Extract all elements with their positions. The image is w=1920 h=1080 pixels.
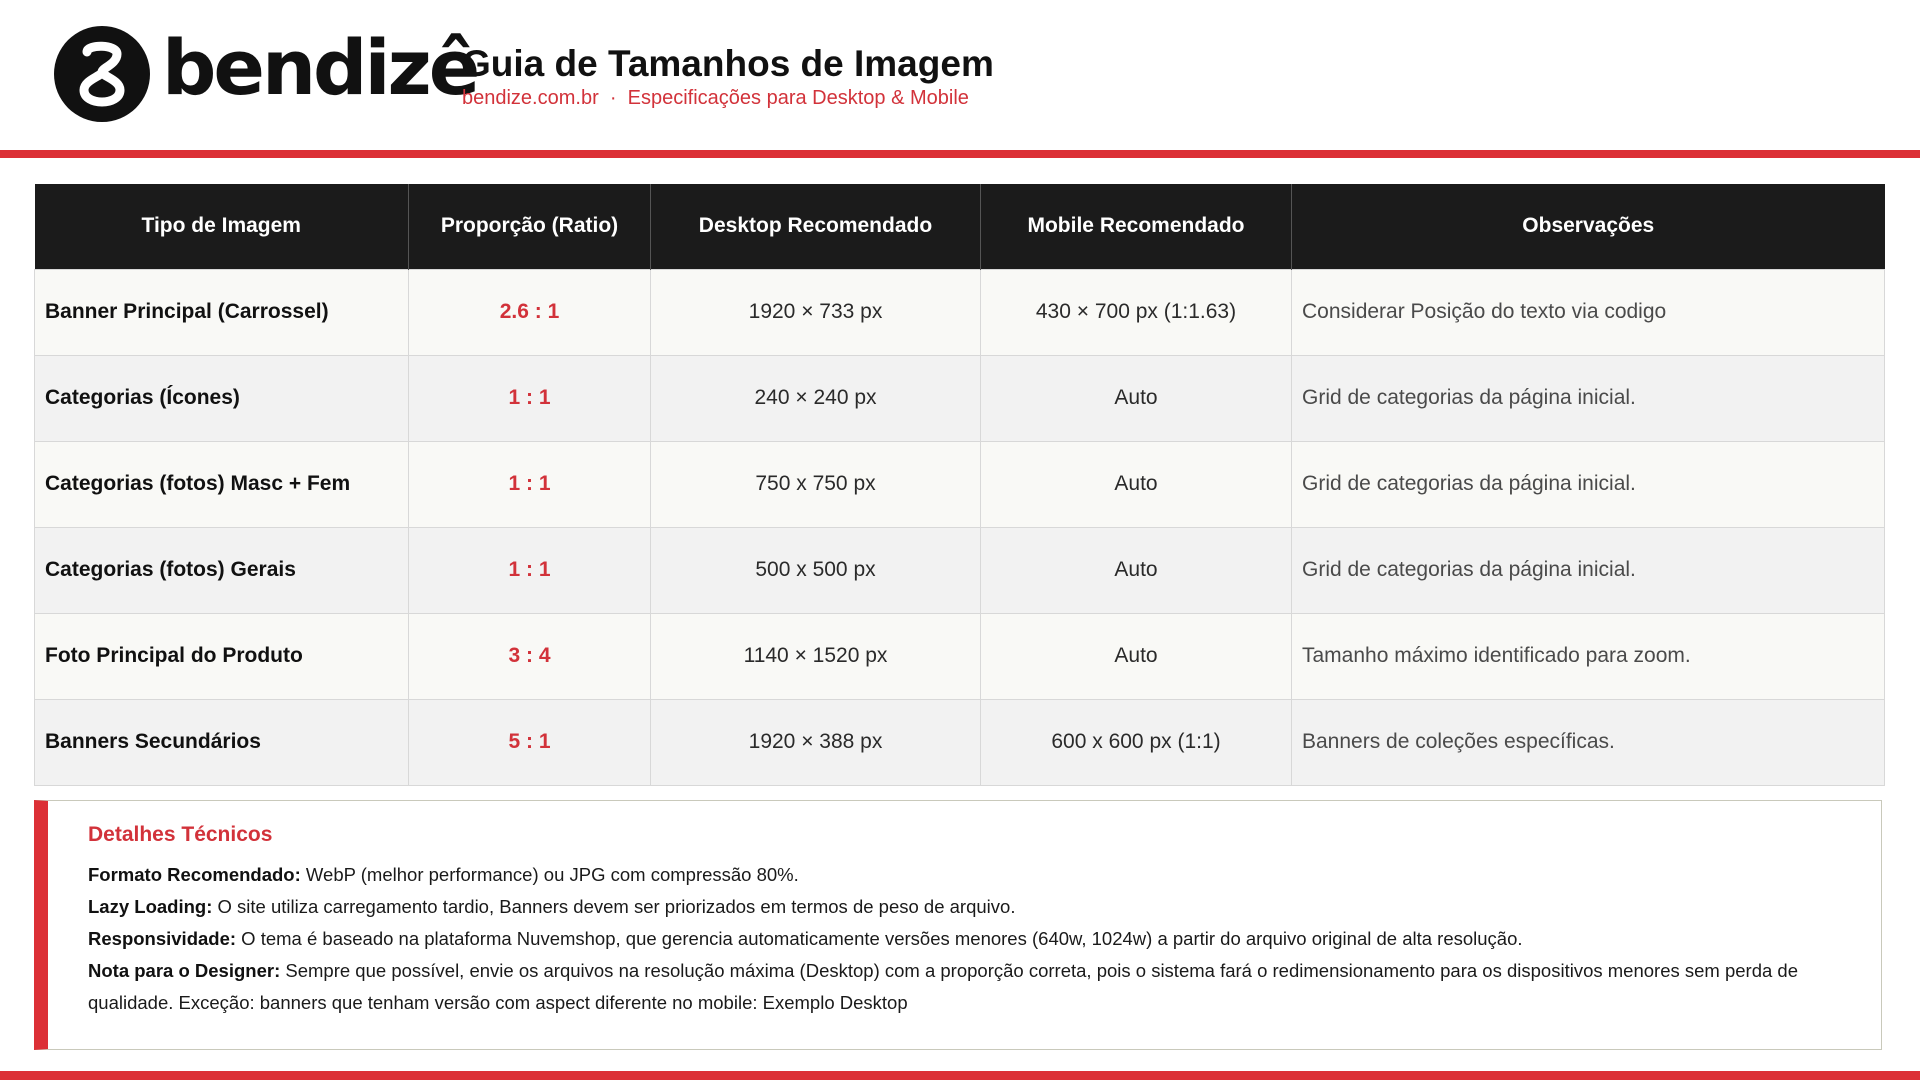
- image-type-cell: Categorias (fotos) Masc + Fem: [35, 441, 409, 527]
- desktop-size-cell: 1920 × 733 px: [651, 269, 981, 355]
- image-type-cell: Categorias (fotos) Gerais: [35, 527, 409, 613]
- notes-cell: Tamanho máximo identificado para zoom.: [1292, 613, 1885, 699]
- image-type-cell: Banners Secundários: [35, 699, 409, 785]
- column-header: Mobile Recomendado: [981, 184, 1292, 269]
- desktop-size-cell: 240 × 240 px: [651, 355, 981, 441]
- header-divider: [0, 150, 1920, 158]
- image-size-table: [34, 184, 1885, 786]
- page-title: Guia de Tamanhos de Imagem: [462, 43, 994, 84]
- desktop-size-cell: 1140 × 1520 px: [651, 613, 981, 699]
- detail-label: Nota para o Designer:: [88, 960, 281, 981]
- image-type-cell: Foto Principal do Produto: [35, 613, 409, 699]
- ratio-cell: 2.6 : 1: [409, 269, 651, 355]
- detail-item-lazy-loading: [88, 891, 1841, 923]
- table-row: [35, 355, 1885, 441]
- column-header: Desktop Recomendado: [651, 184, 981, 269]
- table-row: [35, 699, 1885, 785]
- detail-item-designer-note: [88, 955, 1841, 1019]
- column-header: Observações: [1292, 184, 1885, 269]
- technical-details-box: [34, 800, 1882, 1050]
- logo-emblem-icon: [54, 26, 150, 122]
- table-row: [35, 613, 1885, 699]
- notes-cell: Banners de coleções específicas.: [1292, 699, 1885, 785]
- notes-cell: Considerar Posição do texto via codigo: [1292, 269, 1885, 355]
- details-title: Detalhes Técnicos: [88, 823, 273, 846]
- detail-item-responsiveness: [88, 923, 1841, 955]
- image-type-cell: Banner Principal (Carrossel): [35, 269, 409, 355]
- desktop-size-cell: 1920 × 388 px: [651, 699, 981, 785]
- detail-text: WebP (melhor performance) ou JPG com compressão 80%.: [300, 864, 799, 885]
- image-type-cell: Categorias (Ícones): [35, 355, 409, 441]
- table-row: [35, 527, 1885, 613]
- desktop-size-cell: 750 x 750 px: [651, 441, 981, 527]
- detail-label: Formato Recomendado:: [88, 864, 301, 885]
- ratio-cell: 1 : 1: [409, 355, 651, 441]
- footer-divider: [0, 1071, 1920, 1080]
- page-header: [0, 0, 1920, 150]
- detail-text: O tema é baseado na plataforma Nuvemshop, que gerencia automaticamente versões menores (640w, 1024w) a partir do arquivo original de alta resolução.: [236, 928, 1523, 949]
- ratio-cell: 3 : 4: [409, 613, 651, 699]
- column-header: Proporção (Ratio): [409, 184, 651, 269]
- desktop-size-cell: 500 x 500 px: [651, 527, 981, 613]
- ratio-cell: 1 : 1: [409, 441, 651, 527]
- detail-label: Lazy Loading:: [88, 896, 213, 917]
- table-header-row: [35, 184, 1885, 269]
- detail-text: O site utiliza carregamento tardio, Banners devem ser priorizados em termos de peso de arquivo.: [212, 896, 1016, 917]
- ratio-cell: 5 : 1: [409, 699, 651, 785]
- notes-cell: Grid de categorias da página inicial.: [1292, 441, 1885, 527]
- mobile-size-cell: 600 x 600 px (1:1): [981, 699, 1292, 785]
- brand-logo: [54, 24, 477, 124]
- brand-wordmark: bendizê: [162, 23, 478, 112]
- detail-label: Responsividade:: [88, 928, 237, 949]
- notes-cell: Grid de categorias da página inicial.: [1292, 527, 1885, 613]
- mobile-size-cell: Auto: [981, 527, 1292, 613]
- title-block: [462, 44, 994, 110]
- ratio-cell: 1 : 1: [409, 527, 651, 613]
- column-header: Tipo de Imagem: [35, 184, 409, 269]
- mobile-size-cell: Auto: [981, 613, 1292, 699]
- notes-cell: Grid de categorias da página inicial.: [1292, 355, 1885, 441]
- table-row: [35, 269, 1885, 355]
- detail-item-format: [88, 859, 1841, 891]
- mobile-size-cell: Auto: [981, 441, 1292, 527]
- mobile-size-cell: 430 × 700 px (1:1.63): [981, 269, 1292, 355]
- table-row: [35, 441, 1885, 527]
- page-subtitle: bendize.com.br · Especificações para Desktop & Mobile: [462, 86, 969, 109]
- detail-text: Sempre que possível, envie os arquivos na resolução máxima (Desktop) com a proporção correta, pois o sistema fará o redimensionamento para os dispositivos menores sem perda de qualidade. Exceção: banners que tenham versão com aspect diferente no mobile: Exemplo Desktop: [88, 960, 1798, 1013]
- mobile-size-cell: Auto: [981, 355, 1292, 441]
